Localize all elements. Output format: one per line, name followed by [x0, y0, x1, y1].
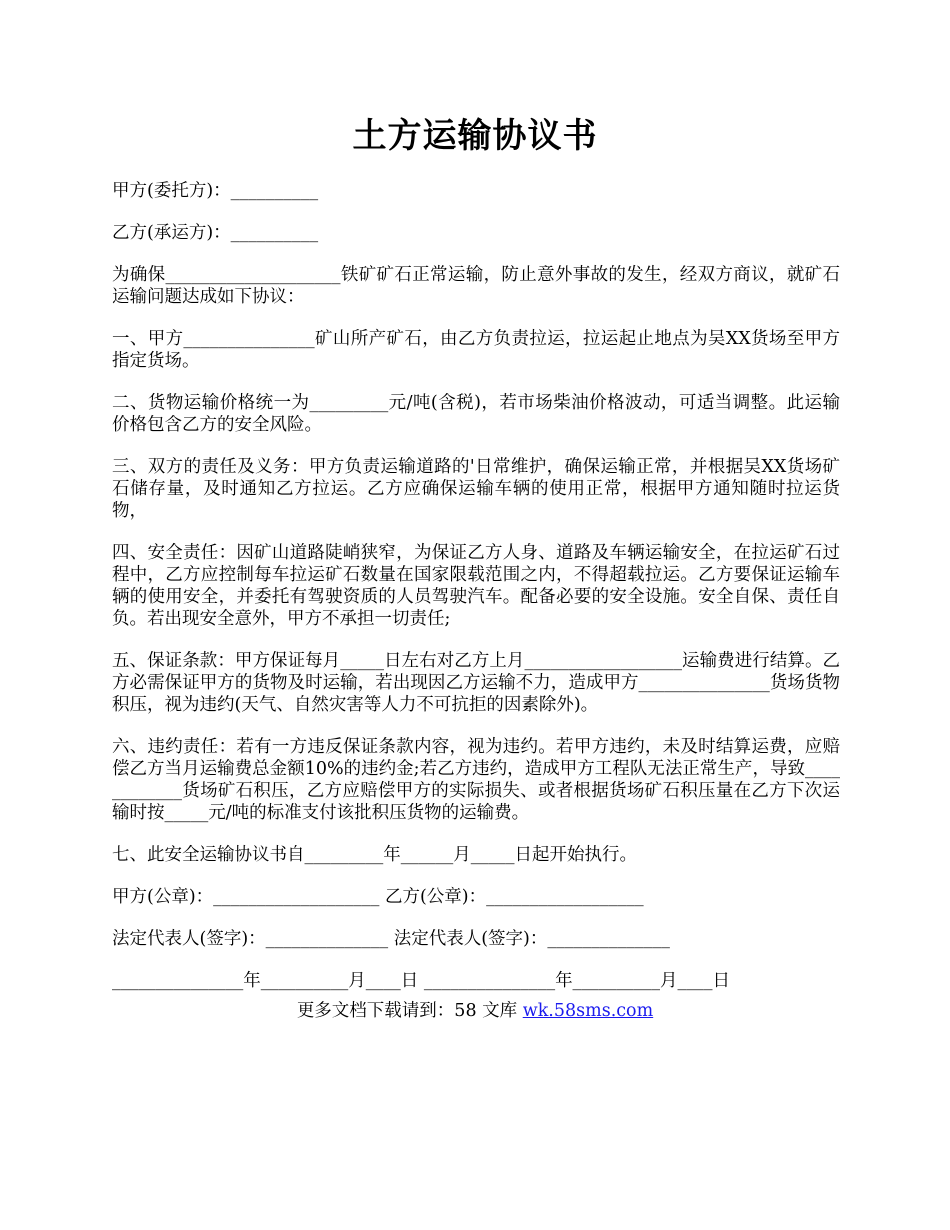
seal-line: 甲方(公章)：___________________ 乙方(公章)：__________________: [112, 887, 644, 907]
footer-link[interactable]: wk.58sms.com: [522, 1001, 654, 1021]
party-a-line: 甲方(委托方)：__________: [112, 181, 319, 201]
party-b-line: 乙方(承运方)：__________: [112, 223, 319, 243]
clause-5: 五、保证条款：甲方保证每月_____日左右对乙方上月__________________运输费进行结算。乙方必需保证甲方的货物及时运输，若出现因乙方运输不力，造成甲方_______________货场货物积压，视为违约(天气、自然灾害等人力不可抗拒的因素除外)。: [112, 651, 840, 715]
footer: [0, 1000, 950, 1022]
clause-4: 四、安全责任：因矿山道路陡峭狭窄，为保证乙方人身、道路及车辆运输安全，在拉运矿石过程中，乙方应控制每车拉运矿石数量在国家限载范围之内，不得超载拉运。乙方要保证运输车辆的使用安全，并委托有驾驶资质的人员驾驶汽车。配备必要的安全设施。安全自保、责任自负。若出现安全意外，甲方不承担一切责任;: [112, 543, 840, 629]
document-title: 土方运输协议书: [352, 116, 598, 156]
clause-3: 三、双方的责任及义务：甲方负责运输道路的'日常维护，确保运输正常，并根据吴XX货场矿石储存量，及时通知乙方拉运。乙方应确保运输车辆的使用正常，根据甲方通知随时拉运货物，: [112, 457, 840, 521]
clause-1: 一、甲方_______________矿山所产矿石，由乙方负责拉运，拉运起止地点为吴XX货场至甲方指定货场。: [112, 329, 840, 371]
footer-prefix: 更多文档下载请到：58 文库: [296, 1001, 523, 1021]
clause-2: 二、货物运输价格统一为_________元/吨(含税)，若市场柴油价格波动，可适当调整。此运输价格包含乙方的安全风险。: [112, 393, 840, 435]
clause-7: 七、此安全运输协议书自_________年______月_____日起开始执行。: [112, 845, 637, 865]
document-body: [112, 180, 840, 1012]
date-line: _______________年__________月____日 _______________年__________月____日: [112, 971, 731, 991]
clause-6: 六、违约责任：若有一方违反保证条款内容，视为违约。若甲方违约，未及时结算运费，应赔偿乙方当月运输费总金额10%的违约金;若乙方违约，造成甲方工程队无法正常生产，导致____________货场矿石积压，乙方应赔偿甲方的实际损失、或者根据货场矿石积压量在乙方下次运输时按_____元/吨的标准支付该批积压货物的运输费。: [112, 737, 840, 823]
preamble-paragraph: 为确保____________________铁矿矿石正常运输，防止意外事故的发生，经双方商议，就矿石运输问题达成如下协议：: [112, 265, 840, 307]
signature-line: 法定代表人(签字)：______________ 法定代表人(签字)：______________: [112, 929, 670, 949]
